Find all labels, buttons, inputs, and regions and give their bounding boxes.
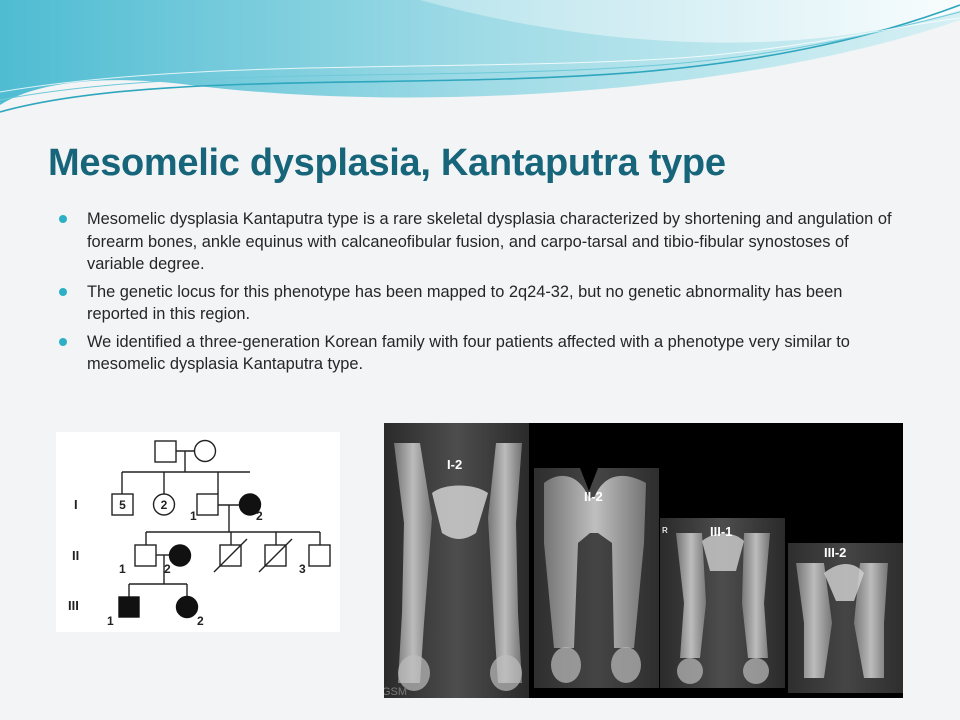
xray-label-iii1: III-1 bbox=[710, 524, 733, 539]
pedigree-individual-label: 1 bbox=[190, 509, 197, 523]
xray-figure bbox=[384, 423, 903, 698]
pedigree-male-unaffected bbox=[197, 494, 218, 515]
bullet-dot-icon bbox=[59, 215, 67, 223]
bullet-dot-icon bbox=[59, 338, 67, 346]
pedigree-individual-label: 2 bbox=[197, 614, 204, 628]
xray-label-iii2: III-2 bbox=[824, 545, 847, 560]
pedigree-figure bbox=[56, 432, 340, 632]
xray-watermark: GSM bbox=[384, 686, 408, 698]
xray-side-marker: R bbox=[662, 526, 668, 535]
pedigree-individual-label: 2 bbox=[256, 509, 263, 523]
bullet-list bbox=[58, 208, 903, 381]
wave-header-decoration bbox=[0, 0, 960, 130]
pedigree-male-unaffected bbox=[135, 545, 156, 566]
pedigree-individual-label: 1 bbox=[107, 614, 114, 628]
bullet-text: The genetic locus for this phenotype has been mapped to 2q24-32, but no genetic abnormality has been reported in this region. bbox=[87, 282, 843, 323]
pedigree-female-affected bbox=[170, 545, 191, 566]
bullet-item bbox=[58, 281, 903, 326]
bullet-text: We identified a three-generation Korean family with four patients affected with a phenotype very similar to mesomelic dysplasia Kantaputra type. bbox=[87, 332, 850, 373]
bullet-item bbox=[58, 331, 903, 376]
generation-label: I bbox=[74, 497, 78, 512]
pedigree-male-affected bbox=[119, 597, 139, 617]
generation-label: II bbox=[72, 548, 80, 563]
xray-label-ii2: II-2 bbox=[584, 489, 603, 504]
bullet-text: Mesomelic dysplasia Kantaputra type is a rare skeletal dysplasia characterized by shortening and angulation of forearm bones, ankle equinus with calcaneofibular fusion, and carpo-tarsal and tibio-fibular synostoses of variable degree. bbox=[87, 210, 892, 273]
pedigree-count-label: 2 bbox=[160, 498, 168, 512]
pedigree-female-unaffected bbox=[195, 441, 216, 462]
slide-title: Mesomelic dysplasia, Kantaputra type bbox=[48, 142, 726, 184]
generation-label: III bbox=[68, 598, 79, 613]
pedigree-male-unaffected bbox=[309, 545, 330, 566]
pedigree-individual-label: 2 bbox=[164, 562, 171, 576]
bullet-dot-icon bbox=[59, 288, 67, 296]
pedigree-male-unaffected bbox=[155, 441, 176, 462]
xray-label-i2: I-2 bbox=[447, 457, 463, 472]
pedigree-count-label: 5 bbox=[119, 498, 126, 512]
pedigree-female-affected bbox=[177, 597, 198, 618]
xray-composite-image bbox=[384, 423, 903, 698]
bullet-item bbox=[58, 208, 903, 276]
pedigree-individual-label: 1 bbox=[119, 562, 126, 576]
pedigree-diagram bbox=[56, 432, 340, 632]
pedigree-individual-label: 3 bbox=[299, 562, 306, 576]
